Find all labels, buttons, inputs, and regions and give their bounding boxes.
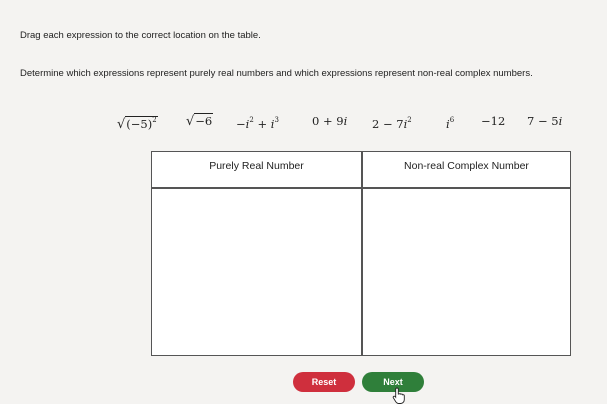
tile-sqrt-neg6[interactable]: √−6 — [186, 114, 213, 129]
instruction-drag: Drag each expression to the correct location on the table. — [20, 30, 261, 41]
header-non-real-complex: Non-real Complex Number — [404, 160, 529, 172]
header-purely-real: Purely Real Number — [209, 160, 304, 172]
drop-zone-non-real-complex[interactable] — [363, 191, 570, 355]
tile-two-minus-7i2[interactable]: $2 - 7i^2$ — [372, 116, 412, 131]
tile-zero-plus-9i[interactable]: 0 + 9i — [312, 114, 348, 128]
instruction-determine: Determine which expressions represent purely real numbers and which expressions represent non-real complex numbers. — [20, 68, 533, 79]
tile-i6[interactable]: $i^6$ — [446, 116, 455, 131]
tile-neg-i2-plus-i3[interactable]: $-i^2 + i^3$ — [236, 116, 279, 131]
reset-button[interactable]: Reset — [293, 372, 355, 392]
expression-tiles — [0, 112, 607, 132]
tile-seven-minus-5i[interactable]: 7 − 5i — [527, 114, 563, 128]
tile-sqrt-neg5-squared[interactable]: $√(-5)^2$ — [117, 116, 157, 132]
drop-zone-purely-real[interactable] — [152, 191, 361, 355]
tile-neg12[interactable]: −12 — [481, 114, 506, 128]
classification-table — [151, 151, 571, 356]
hand-cursor-icon — [392, 387, 406, 404]
next-button[interactable]: Next — [362, 372, 424, 392]
